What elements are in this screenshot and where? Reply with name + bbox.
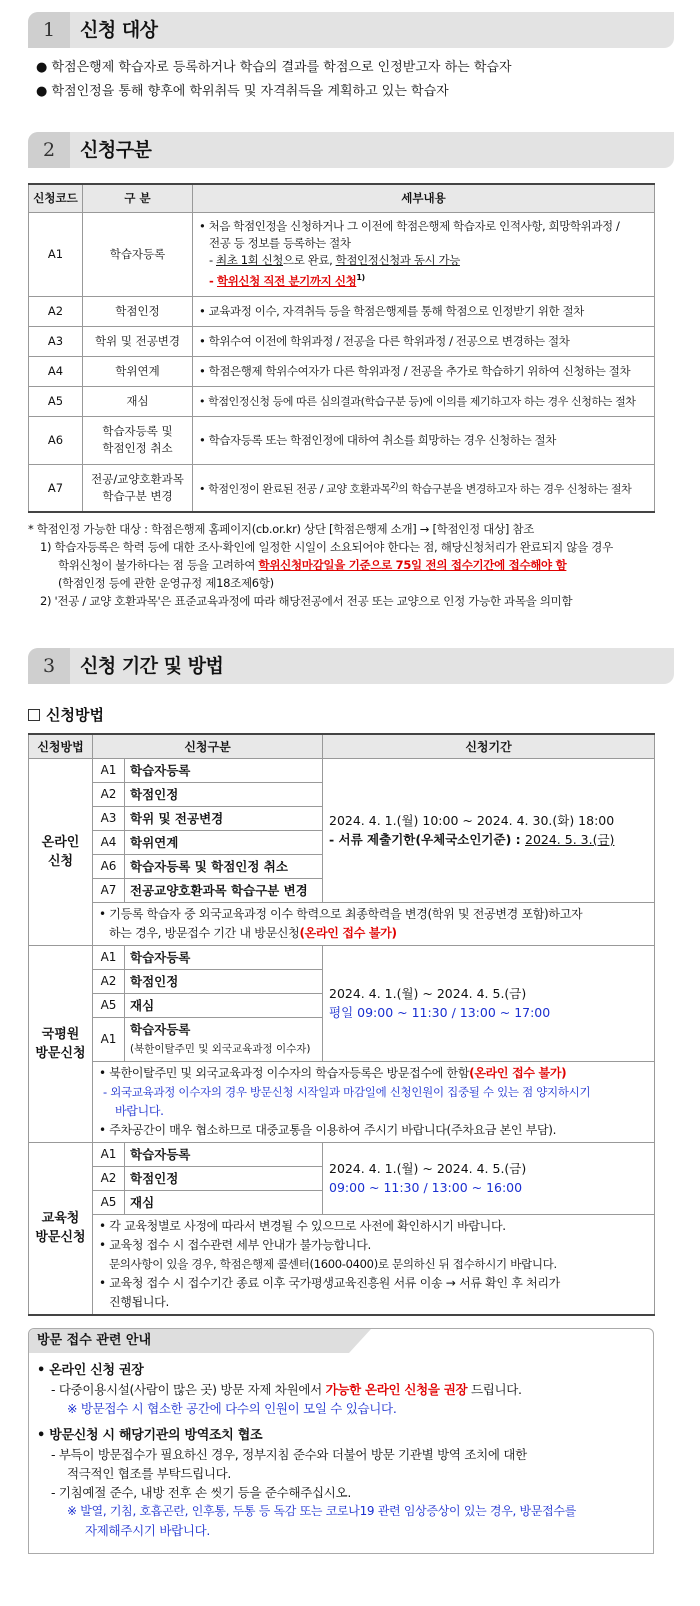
table-row: A5 재심 [29, 993, 655, 1017]
code-cell: A1 [29, 212, 83, 296]
table-header-row: 신청방법 신청구분 신청기간 [29, 734, 655, 758]
subsection-title: 신청방법 [28, 704, 104, 725]
section-1-header [28, 12, 674, 48]
table-row: • 각 교육청별로 사정에 따라서 변경될 수 있으므로 사전에 확인하시기 바랍니다. • 교육청 접수 시 접수관련 세부 안내가 불가능합니다. 문의사항이 있을 경우, 학점은행제 콜센터(1600-0400)로 문의하신 뒤 접수하시기 바랍니다. • 교육청 접수 시 접수기간 종료 이후 국가평생교육진흥원 서류 이송 → 서류 확인 후 처리가 진행됩니다. [29, 1214, 655, 1315]
footnotes: * 학점인정 가능한 대상 : 학점은행제 홈페이지(cb.or.kr) 상단 [학점은행제 소개] → [학점인정 대상] 참조 1) 학습자등록은 학력 등에 대한 조사·확인에 일정한 시일이 소요되어야 한다는 점, 해당신청처리가 완료되지 않을 경우 학위신청이 불가하다는 점 등을 고려하여 학위신청마감일을 기준으로 75일 전의 접수기간에 접수해야 함 (학점인정 등에 관한 운영규정 제18조제6항) 2) '전공 / 교양 호환과목'은 표준교육과정에 따라 해당전공에서 전공 또는 교양으로 인정 가능한 과목을 의미함 [28, 522, 613, 608]
table-row: A2 학점인정 [29, 782, 655, 806]
guide-header: 방문 접수 관련 안내 [29, 1329, 349, 1353]
period-cell: 2024. 4. 1.(월) 10:00 ~ 2024. 4. 30.(화) 18:00 - 서류 제출기한(우체국소인기준) : 2024. 5. 3.(금) [323, 758, 655, 902]
kind-cell: 학습자등록 [83, 212, 193, 296]
table-row: A7 전공교양호환과목 학습구분 변경 [29, 878, 655, 902]
table-row: A4 학위연계 • 학점은행제 학위수여자가 다른 학위과정 / 전공을 추가로 학습하기 위하여 신청하는 절차 [29, 356, 655, 386]
column-header: 구 분 [83, 184, 193, 212]
section-number: 3 [28, 648, 70, 684]
target-list [36, 56, 512, 104]
table-row: A5 재심 [29, 1190, 655, 1214]
table-row: A2 학점인정 [29, 969, 655, 993]
method-visit-nile: 국평원 방문신청 [29, 945, 93, 1142]
table-row: A2 학점인정 • 교육과정 이수, 자격취득 등을 학점은행제를 통해 학점으로 인정받기 위한 절차 [29, 296, 655, 326]
table-row: A3 학위 및 전공변경 [29, 806, 655, 830]
table-row: A4 학위연계 [29, 830, 655, 854]
table-row: A6 학습자등록 및 학점인정 취소 [29, 854, 655, 878]
visit-guide-box [28, 1328, 654, 1554]
section-number: 2 [28, 132, 70, 168]
table-row: 국평원 방문신청 A1 학습자등록 2024. 4. 1.(월) ~ 2024. 4. 5.(금) 평일 09:00 ~ 11:30 / 13:00 ~ 17:00 [29, 945, 655, 969]
section-3-header [28, 648, 674, 684]
method-online: 온라인 신청 [29, 758, 93, 945]
table-row: 온라인 신청 A1 학습자등록 2024. 4. 1.(월) 10:00 ~ 2024. 4. 30.(화) 18:00 - 서류 제출기한(우체국소인기준) : 2024. 5. 3.(금) [29, 758, 655, 782]
method-visit-edu: 교육청 방문신청 [29, 1142, 93, 1315]
section-title: 신청 대상 [80, 19, 158, 41]
section-number: 1 [28, 12, 70, 48]
column-header: 신청코드 [29, 184, 83, 212]
table-row: A2 학점인정 [29, 1166, 655, 1190]
table-row: A6 학습자등록 및 학점인정 취소 • 학습자등록 또는 학점인정에 대하여 취소를 희망하는 경우 신청하는 절차 [29, 416, 655, 464]
table-row: A5 재심 • 학점인정신청 등에 따른 심의결과(학습구분 등)에 이의를 제기하고자 하는 경우 신청하는 절차 [29, 386, 655, 416]
desc-cell: • 처음 학점인정을 신청하거나 그 이전에 학점은행제 학습자로 인적사항, 희망학위과정 / 전공 등 정보를 등록하는 절차 - 최초 1회 신청으로 완료, 학점인정신청과 동시 가능 - 학위신청 직전 분기까지 신청$^{1)}$ [193, 212, 655, 296]
column-header: 세부내용 [193, 184, 655, 212]
table-row: • 기등록 학습자 중 외국교육과정 이수 학력으로 최종학력을 변경(학위 및 전공변경 포함)하고자 하는 경우, 방문접수 기간 내 방문신청(온라인 접수 불가) [29, 902, 655, 945]
period-cell: 2024. 4. 1.(월) ~ 2024. 4. 5.(금) 평일 09:00 ~ 11:30 / 13:00 ~ 17:00 [323, 945, 655, 1061]
checkbox-square-icon [28, 709, 40, 721]
table-row: A1 학습자등록 (북한이탈주민 및 외국교육과정 이수자) [29, 1017, 655, 1061]
period-cell: 2024. 4. 1.(월) ~ 2024. 4. 5.(금) 09:00 ~ 11:30 / 13:00 ~ 16:00 [323, 1142, 655, 1214]
table-row: • 북한이탈주민 및 외국교육과정 이수자의 학습자등록은 방문접수에 한함(온라인 접수 불가) - 외국교육과정 이수자의 경우 방문신청 시작일과 마감일에 신청인원이 집중될 수 있는 점 양지하시기 바랍니다. • 주차공간이 매우 협소하므로 대중교통을 이용하여 주시기 바랍니다(주차요금 본인 부담). [29, 1061, 655, 1142]
guide-body: • 온라인 신청 권장 - 다중이용시설(사람이 많은 곳) 방문 자제 차원에서 가능한 온라인 신청을 권장 드립니다. ※ 방문접수 시 협소한 공간에 다수의 인원이 모일 수 있습니다. • 방문신청 시 해당기관의 방역조치 협조 - 부득이 방문접수가 필요하신 경우, 정부지침 준수와 더불어 방문 기관별 방역 조치에 대한 적극적인 협조를 부탁드립니다. - 기침예절 준수, 내방 전후 손 씻기 등을 준수해주십시오. ※ 발열, 기침, 호흡곤란, 인후통, 두통 등 독감 또는 코로나19 관련 임상증상이 있는 경우, 방문접수를 자제해주시기 바랍니다. [37, 1363, 577, 1538]
table-row: A3 학위 및 전공변경 • 학위수여 이전에 학위과정 / 전공을 다른 학위과정 / 전공으로 변경하는 절차 [29, 326, 655, 356]
table-row: A7 전공/교양호환과목 학습구분 변경 • 학점인정이 완료된 전공 / 교양 호환과목$^{2)}$의 학습구분을 변경하고자 하는 경우 신청하는 절차 [29, 464, 655, 512]
application-method-table [28, 733, 655, 1316]
list-item: ● 학점은행제 학습자로 등록하거나 학습의 결과를 학점으로 인정받고자 하는 학습자 [36, 60, 512, 75]
application-type-table [28, 183, 655, 513]
table-row: 교육청 방문신청 A1 학습자등록 2024. 4. 1.(월) ~ 2024. 4. 5.(금) 09:00 ~ 11:30 / 13:00 ~ 16:00 [29, 1142, 655, 1166]
table-row [29, 212, 655, 296]
section-title: 신청구분 [80, 139, 152, 161]
table-header-row [29, 184, 655, 212]
section-2-header [28, 132, 674, 168]
section-title: 신청 기간 및 방법 [80, 655, 224, 677]
list-item: ● 학점인정을 통해 향후에 학위취득 및 자격취득을 계획하고 있는 학습자 [36, 84, 449, 99]
